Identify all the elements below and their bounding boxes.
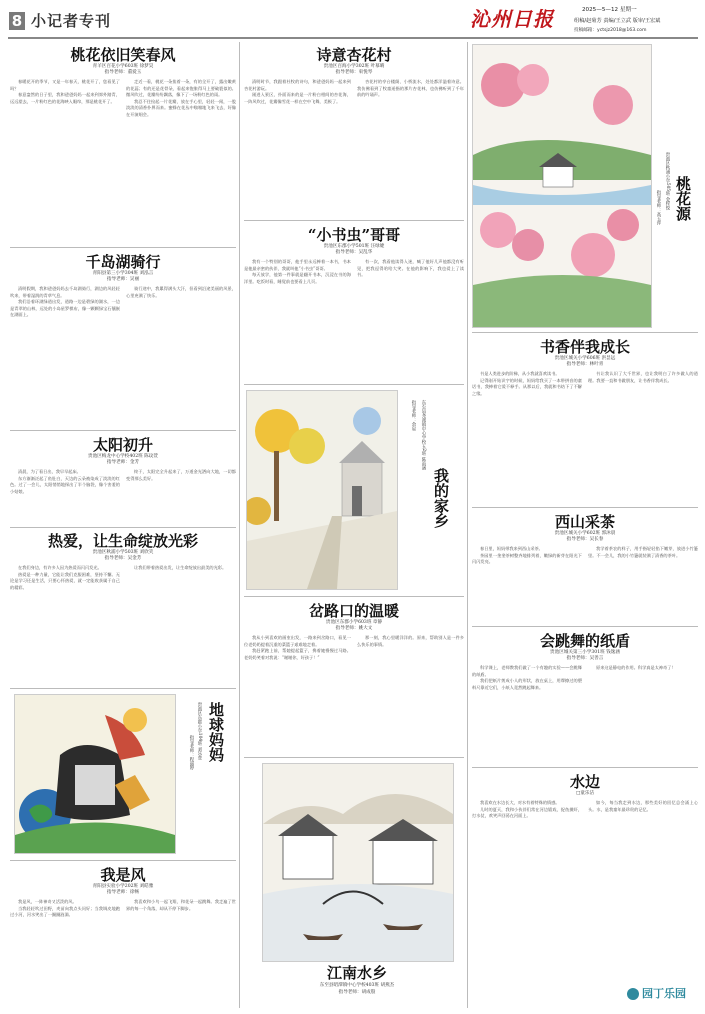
article-a2 [244, 46, 464, 105]
article-paragraph: 记得刚开始识字的时候，妈妈给我买了一本带拼音的童话书，我捧着它爱不释手。从那以后，我就和书结下了不解之缘。 [472, 377, 582, 396]
article-paragraph: 我是风，一阵神奇又活泼的风。 [18, 899, 77, 904]
article-title: 岔路口的温暖 [308, 602, 399, 620]
article-teacher: 指导老师：徐畅 [106, 890, 140, 895]
article-paragraph: 清晨，为了看日出，我早早起床。 [18, 469, 81, 474]
article-title: 太阳初升 [92, 436, 153, 454]
section-rule [10, 688, 236, 689]
page-header [0, 0, 705, 38]
article-teacher: 指导老师：林叶青 [566, 362, 604, 367]
section-rule [10, 527, 236, 528]
article-paragraph: 在我们身边，有许多人因为热爱而闪闪发光。 [18, 565, 102, 570]
article-byline: 贵池区城关小学606班 洪昙远 [554, 356, 616, 361]
article-paragraph: 我从小到喜欢的画室出发，一路来到岔路口，看见一位老奶奶提着沉重的菜篮子艰难地走着。 [244, 635, 351, 647]
hometown-drawing [246, 390, 398, 590]
article-paragraph: 儿时的夏天，我和小伙伴们常在河边嬉戏，捉鱼摸虾，打水仗，欢笑声回荡在河面上。 [472, 806, 582, 819]
issue-date: 2025—5—12 星期一 [582, 7, 637, 13]
section-rule [472, 507, 698, 508]
article-paragraph: 杏花村的亭台楼阁、小桥流水，处处都洋溢着诗意。我仿佛看到了牧童遥指的那片杏花林，也仿佛听到了千年前的吟诵声。 [357, 79, 464, 98]
editors-line: 组稿/赵菊芳 责编/王立武 版审/王宏斌 [574, 18, 661, 24]
article-paragraph: 春意盎然的日子里，我和爸爸妈妈一起来到郊外踏青，远远望去，一片粉红色的花海映入眼帘，那是桃花开了。 [10, 92, 120, 104]
article-paragraph: 我赶紧跑上前，帮她提起篮子，搀着她慢慢过马路。老奶奶笑着对我说：“谢谢你，好孩子！” [244, 648, 351, 660]
article-byline: 东至县尧渡镇中心学校五2班 陈雨涵 [421, 400, 426, 471]
article-teacher: 指导老师：吴丽 [106, 277, 140, 282]
article-a13 [472, 513, 698, 566]
article-a8 [10, 866, 236, 919]
article-paragraph: 刚进入景区，扑面而来的是一片粉白相间的杏花海，一阵风吹过，花瓣像雪花一样在空中飞舞，美极了。 [244, 92, 351, 104]
article-byline: 贵池区秋浦小学505班 金梓悦 [665, 152, 670, 211]
article-paragraph: 春暖花开的季节，又是一年春天，桃花开了，您看见了吗？ [10, 79, 120, 91]
column-divider [467, 42, 468, 1008]
article-a12 [472, 338, 698, 397]
article-teacher: 指导老师：程丽婷 [189, 735, 194, 771]
article-paragraph: 我们沿着环湖绿道出发，道路一边是碧绿的湖水，一边是青翠的山林，远处的小岛星罗棋布，像一颗颗绿宝石镶嵌在湖面上。 [10, 299, 120, 318]
article-paragraph: 走近一看，桃花一朵挨着一朵，有的全开了，露出嫩黄的花蕊；有的还是花骨朵，看起来饱胀得马上要破裂似的。微风吹过，花瓣纷纷飘落，像下了一场粉红色的雨。 [126, 79, 236, 98]
article-byline: 贵池区东郡小学501班 汪绿婕 [323, 244, 385, 249]
article-byline: 青羊区百花小学603班 徐梦昊 [92, 64, 154, 69]
section-rule [472, 332, 698, 333]
article-paragraph: 科学课上，老师教我们做了一个有趣的实验——会跳舞的纸盾。 [472, 665, 582, 677]
article-byline: □童乐洁 [575, 791, 595, 796]
article-teacher: 指导老师：胡成殷 [338, 990, 376, 995]
article-teacher: 指导老师：吴长春 [566, 537, 604, 542]
article-byline: 青阳县第三小学304班 刘泓言 [92, 271, 154, 276]
article-paragraph: 终于，太阳完全升起来了，万道金光洒向大地，一切都变得那么美好。 [126, 469, 236, 481]
article-paragraph: 当我轻轻吹过田野，麦苗向我点头问好；当我调皮地跑过小河，河水笑出了一圈圈涟漪。 [10, 905, 120, 918]
article-paragraph: 书让我认识了大千世界，也让我明白了许多做人的道理。我要一直和书做朋友，让书香伴我成长。 [588, 371, 698, 383]
section-rule [10, 430, 236, 431]
article-paragraph: 东方渐渐泛起了鱼肚白，天边的云朵被染成了淡淡的红色。过了一会儿，太阳悄悄地探出了半个脑袋，像个害羞的小姑娘。 [10, 475, 120, 494]
article-paragraph: 有一次，我看他读得入迷，喊了他好几声他都没有听见，把我逗得哈哈大笑。在他的影响下，我也爱上了读书。 [357, 259, 464, 278]
section-rule [10, 247, 236, 248]
earth-mother-drawing [14, 694, 176, 854]
article-paragraph: 每天放学，他第一件事就是翻开书本，沉浸在书的海洋里。吃饭时看，睡觉前也要看上几页。 [244, 272, 351, 284]
article-title: 西山采茶 [554, 513, 615, 531]
article-paragraph: 清明时节，我跟着杜牧的诗句，和爸爸妈妈一起来到杏花村游玩。 [244, 79, 351, 91]
article-title: 地球妈妈 [207, 702, 225, 762]
article-byline: 贵池区东郡小学603班 章静 [325, 620, 383, 625]
article-title: 我是风 [100, 866, 146, 884]
article-title: 诗意杏花村 [316, 46, 392, 64]
article-title: 我的家乡 [432, 468, 450, 528]
article-paragraph: 我们把纸片剪成小人的形状，放在桌上，用摩擦过的塑料尺靠近它们，小纸人竟然跳起舞来。 [472, 678, 582, 690]
column-divider [239, 42, 240, 1008]
article-paragraph: 我喜欢和小鸟一起飞翔，和花朵一起跳舞。我走遍了世界的每一个角落，却从不停下脚步。 [126, 899, 236, 911]
peach-blossom-painting [472, 44, 652, 328]
section-rule [10, 860, 236, 861]
article-byline: 贵池区百海小学302班 叶慕晴 [323, 64, 385, 69]
article-teacher: 指导老师：董爱玉 [104, 70, 142, 75]
article-a1 [10, 46, 236, 119]
jiangnan-watertown-drawing [262, 763, 454, 962]
submission-email: 投稿邮箱：yctsjz2018@163.com [574, 28, 647, 33]
article-teacher: 指导老师：吴乱华 [335, 250, 373, 255]
article-a14 [472, 632, 698, 691]
article-paragraph: 我喜欢在水边长大，对水有着特殊的情感。 [480, 800, 560, 805]
article-teacher: 指导老师：姚大文 [335, 626, 373, 631]
article-title: 桃花源 [674, 176, 692, 221]
article-a3 [10, 253, 236, 319]
article-title: 江南水乡 [326, 964, 387, 982]
header-rule [8, 37, 698, 39]
article-teacher: 指导老师：束悦琴 [335, 70, 373, 75]
article-paragraph: 我学着茶农的样子，用手指轻轻掐下嫩芽，放进小竹篓里。不一会儿，我的小竹篓就装满了清香的茶叶。 [588, 546, 698, 558]
article-byline: 贵池区梅龙中心学校402班 陈玟萱 [88, 454, 158, 459]
article-title: 热爱，让生命绽放光彩 [47, 532, 198, 550]
article-a15 [472, 773, 698, 820]
article-title: 书香伴我成长 [539, 338, 630, 356]
section-rule [244, 757, 464, 758]
article-title: 水边 [569, 773, 600, 791]
article-teacher: 指导老师：吴善言 [566, 656, 604, 661]
article-teacher: 指导老师：吴金芳 [104, 556, 142, 561]
section-rule [244, 384, 464, 385]
article-a4 [244, 226, 464, 285]
article-title: “小书虫”哥哥 [307, 226, 401, 244]
article-paragraph: 让我们带着热爱出发，让生命绽放出最美的光彩。 [134, 565, 227, 570]
garden-column-logo [627, 985, 686, 1003]
article-a6 [10, 532, 236, 591]
section-rule [472, 626, 698, 627]
section-rule [244, 596, 464, 597]
article-a5 [10, 436, 236, 495]
page-number-badge: 8 [9, 12, 25, 30]
paper-logo: 沁州日报 [470, 7, 554, 31]
article-paragraph: 骑行途中，我累得满头大汗，但看到沿途美丽的风景，心里充满了快乐。 [126, 286, 236, 298]
article-byline: 贵池区东郡小学104班 刘乐萱 [197, 702, 202, 761]
section-rule [244, 220, 464, 221]
footer-logo-text: 园丁乐园 [642, 987, 686, 1000]
article-byline: 东至县昭潭镇中心学校403班 胡燕杰 [319, 983, 395, 988]
article-title: 会跳舞的纸盾 [539, 632, 630, 650]
article-paragraph: 我有一个特别的哥哥，他手里永远捧着一本书，书本是他最亲密的伙伴，我就叫他“小书虫”哥哥。 [244, 259, 351, 271]
article-paragraph: 热爱是一种力量，它能让我们克服困难，坚持不懈。无论是学习还是生活，只要心怀热爱，就一定能收获属于自己的精彩。 [10, 571, 120, 590]
article-paragraph: 春日里，妈妈带我来到西山采茶。 [480, 546, 543, 551]
article-byline: 贵池区城关第三小学301班 钱逸涵 [550, 650, 620, 655]
article-a10 [244, 602, 464, 661]
article-byline: 贵池区秋浦小学503班 刘欣笑 [92, 550, 154, 555]
article-byline: 贵池区城关小学602班 郭沐晨 [554, 531, 616, 536]
article-paragraph: 书是人类进步的阶梯，从小我就喜欢读书。 [480, 371, 560, 376]
article-paragraph: 如今，每当我走到水边，那些美好的回忆总会涌上心头。水，是我童年最珍贵的记忆。 [588, 800, 698, 812]
article-teacher: 指导老师：金芳 [106, 460, 140, 465]
article-teacher: 指导老师：余星 [411, 400, 416, 431]
section-rule [472, 767, 698, 768]
article-teacher: 指导老师：高玉萍 [656, 190, 661, 226]
article-paragraph: 清明假期，我和爸爸妈妈去千岛湖骑行，湖边的风轻轻吹来，带着湿润的青草气息。 [10, 286, 120, 298]
flower-icon [627, 988, 639, 1000]
article-byline: 青阳县实验小学202班 刘皓雅 [92, 884, 154, 889]
article-paragraph: 茶园里一垄垄茶树整齐地排列着，嫩绿的新芽在阳光下闪闪发亮。 [472, 552, 582, 565]
article-paragraph: 我忍不住捡起一片花瓣，放在手心里，轻轻一闻，一股淡淡的清香扑鼻而来。蜜蜂在花丛中嗡嗡地飞来飞去，好像在开演唱会。 [126, 98, 236, 117]
article-title: 桃花依旧笑春风 [70, 46, 176, 64]
column-title: 小记者专刊 [31, 12, 112, 30]
article-paragraph: 原来这是静电的作用。科学真是太神奇了！ [596, 665, 676, 670]
article-title: 千岛湖骑行 [85, 253, 161, 271]
article-paragraph: 那一刻，我心里暖洋洋的。原来，帮助别人是一件多么快乐的事情。 [357, 635, 464, 647]
